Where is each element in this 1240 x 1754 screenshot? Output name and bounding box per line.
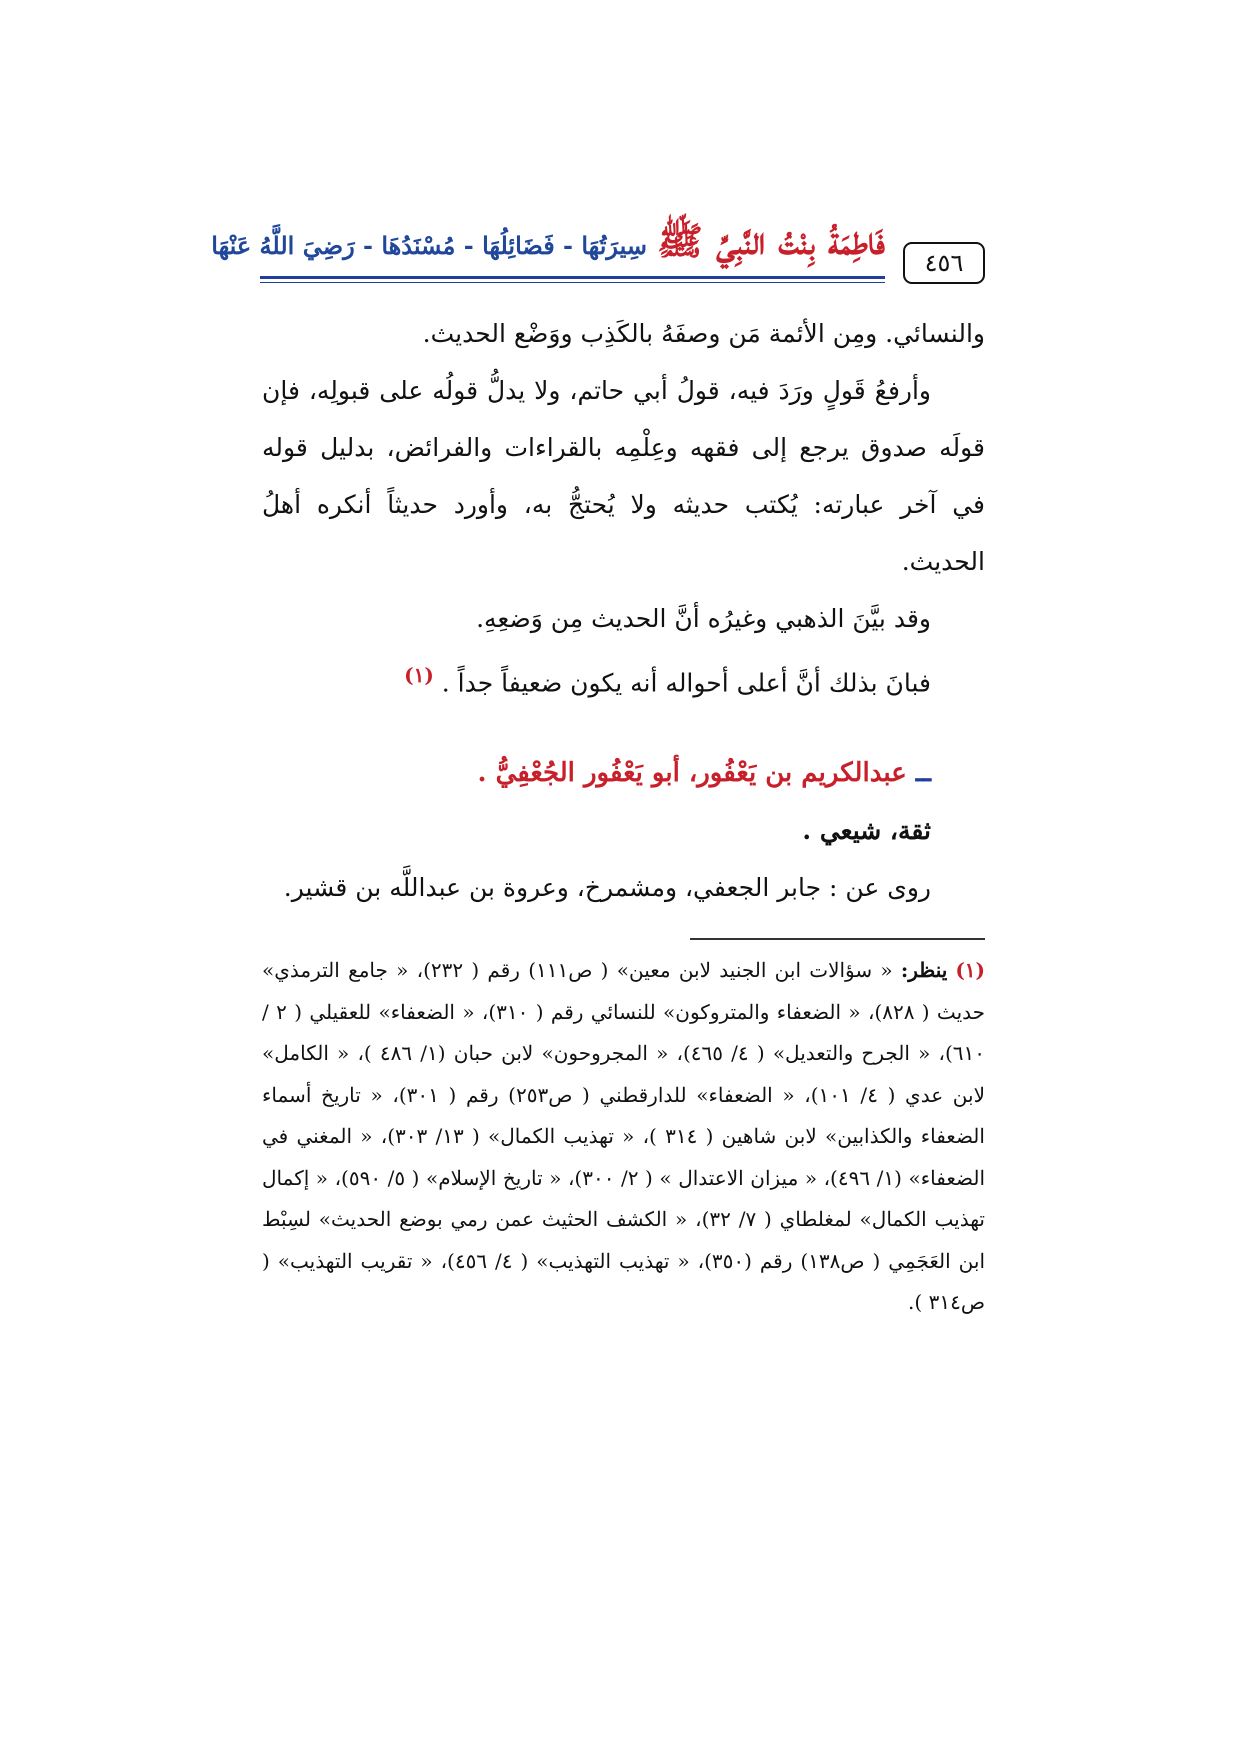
narrator-entry-heading <box>262 745 985 802</box>
narrator-name: عبدالكريم بن يَعْفُور، أبو يَعْفُور الجُعْفِيُّ . <box>477 758 907 789</box>
paragraph <box>262 647 985 711</box>
footnote-separator <box>690 938 985 940</box>
footnote-number: (١) <box>955 958 985 982</box>
book-title <box>211 218 885 272</box>
header-rule <box>260 276 885 279</box>
footnote-text: « سؤالات ابن الجنيد لابن معين» ( ص١١١) رقم ( ٢٣٢)، « جامع الترمذي» حديث ( ٨٢٨)، « الضعفاء والمتروكون» للنسائي رقم ( ٣١٠)، « الضعفاء» للعقيلي ( ٢ / ٦١٠)، « الجرح والتعديل» ( ٤/ ٤٦٥)، « المجروحون» لابن حبان (١/ ٤٨٦ )، « الكامل» لابن عدي ( ٤/ ١٠١)، « الضعفاء» للدارقطني ( ص٢٥٣) رقم ( ٣٠١)، « تاريخ أسماء الضعفاء والكذابين» لابن شاهين ( ٣١٤ )، « تهذيب الكمال» ( ١٣/ ٣٠٣)، « المغني في الضعفاء» (١/ ٤٩٦)، « ميزان الاعتدال » ( ٢/ ٣٠٠)، « تاريخ الإسلام» ( ٥/ ٥٩٠)، « إكمال تهذيب الكمال» لمغلطاي ( ٧/ ٣٢)، « الكشف الحثيث عمن رمي بوضع الحديث» لسِبْط ابن العَجَمِي ( ص١٣٨) رقم (٣٥٠)، « تهذيب التهذيب» ( ٤/ ٤٥٦)، « تقريب التهذيب» ( ص٣١٤ ). <box>262 958 985 1314</box>
narrator-sources: روى عن : جابر الجعفي، ومشمرخ، وعروة بن عبداللَّه بن قشير. <box>283 873 931 903</box>
paragraph-text: فبانَ بذلك أنَّ أعلى أحواله أنه يكون ضعيفاً جداً . <box>441 668 931 698</box>
paragraph: وأرفعُ قَولٍ ورَدَ فيه، قولُ أبي حاتم، ولا يدلُّ قولُه على قبولِه، فإن قولَه صدوق يرجع إلى فقهه وعِلْمِه بالقراءات والفرائض، بدليل قوله في آخر عبارته: يُكتب حديثه ولا يُحتجُّ به، وأورد حديثاً أنكره أهلُ الحديث. <box>262 376 985 576</box>
narrator-grade: ثقة، شيعي . <box>802 816 931 846</box>
paragraph: وقد بيَّنَ الذهبي وغيرُه أنَّ الحديث مِن وَضعِهِ. <box>476 604 931 633</box>
main-text <box>262 305 985 916</box>
book-title-main: فَاطِمَةُ بِنْتُ النَّبِيِّ ﷺ <box>657 218 885 263</box>
section-gap <box>262 711 985 745</box>
footnote-lead: ينظر: <box>900 958 948 982</box>
page-header <box>211 190 985 280</box>
paragraph: والنسائي. ومِن الأئمة مَن وصفَهُ بالكَذِب ووَضْع الحديث. <box>422 319 985 348</box>
page-number: ٤٥٦ <box>903 242 985 284</box>
footnote-reference[interactable]: (١) <box>404 663 434 687</box>
entry-dash: ــ <box>915 758 931 789</box>
footnotes <box>262 950 985 1324</box>
footnote <box>262 950 985 1324</box>
header-rule-thin <box>260 282 885 283</box>
book-title-subtitle: سِيرَتُهَا - فَضَائِلُهَا - مُسْنَدُهَا - رَضِيَ اللَّهُ عَنْهَا <box>211 231 647 260</box>
